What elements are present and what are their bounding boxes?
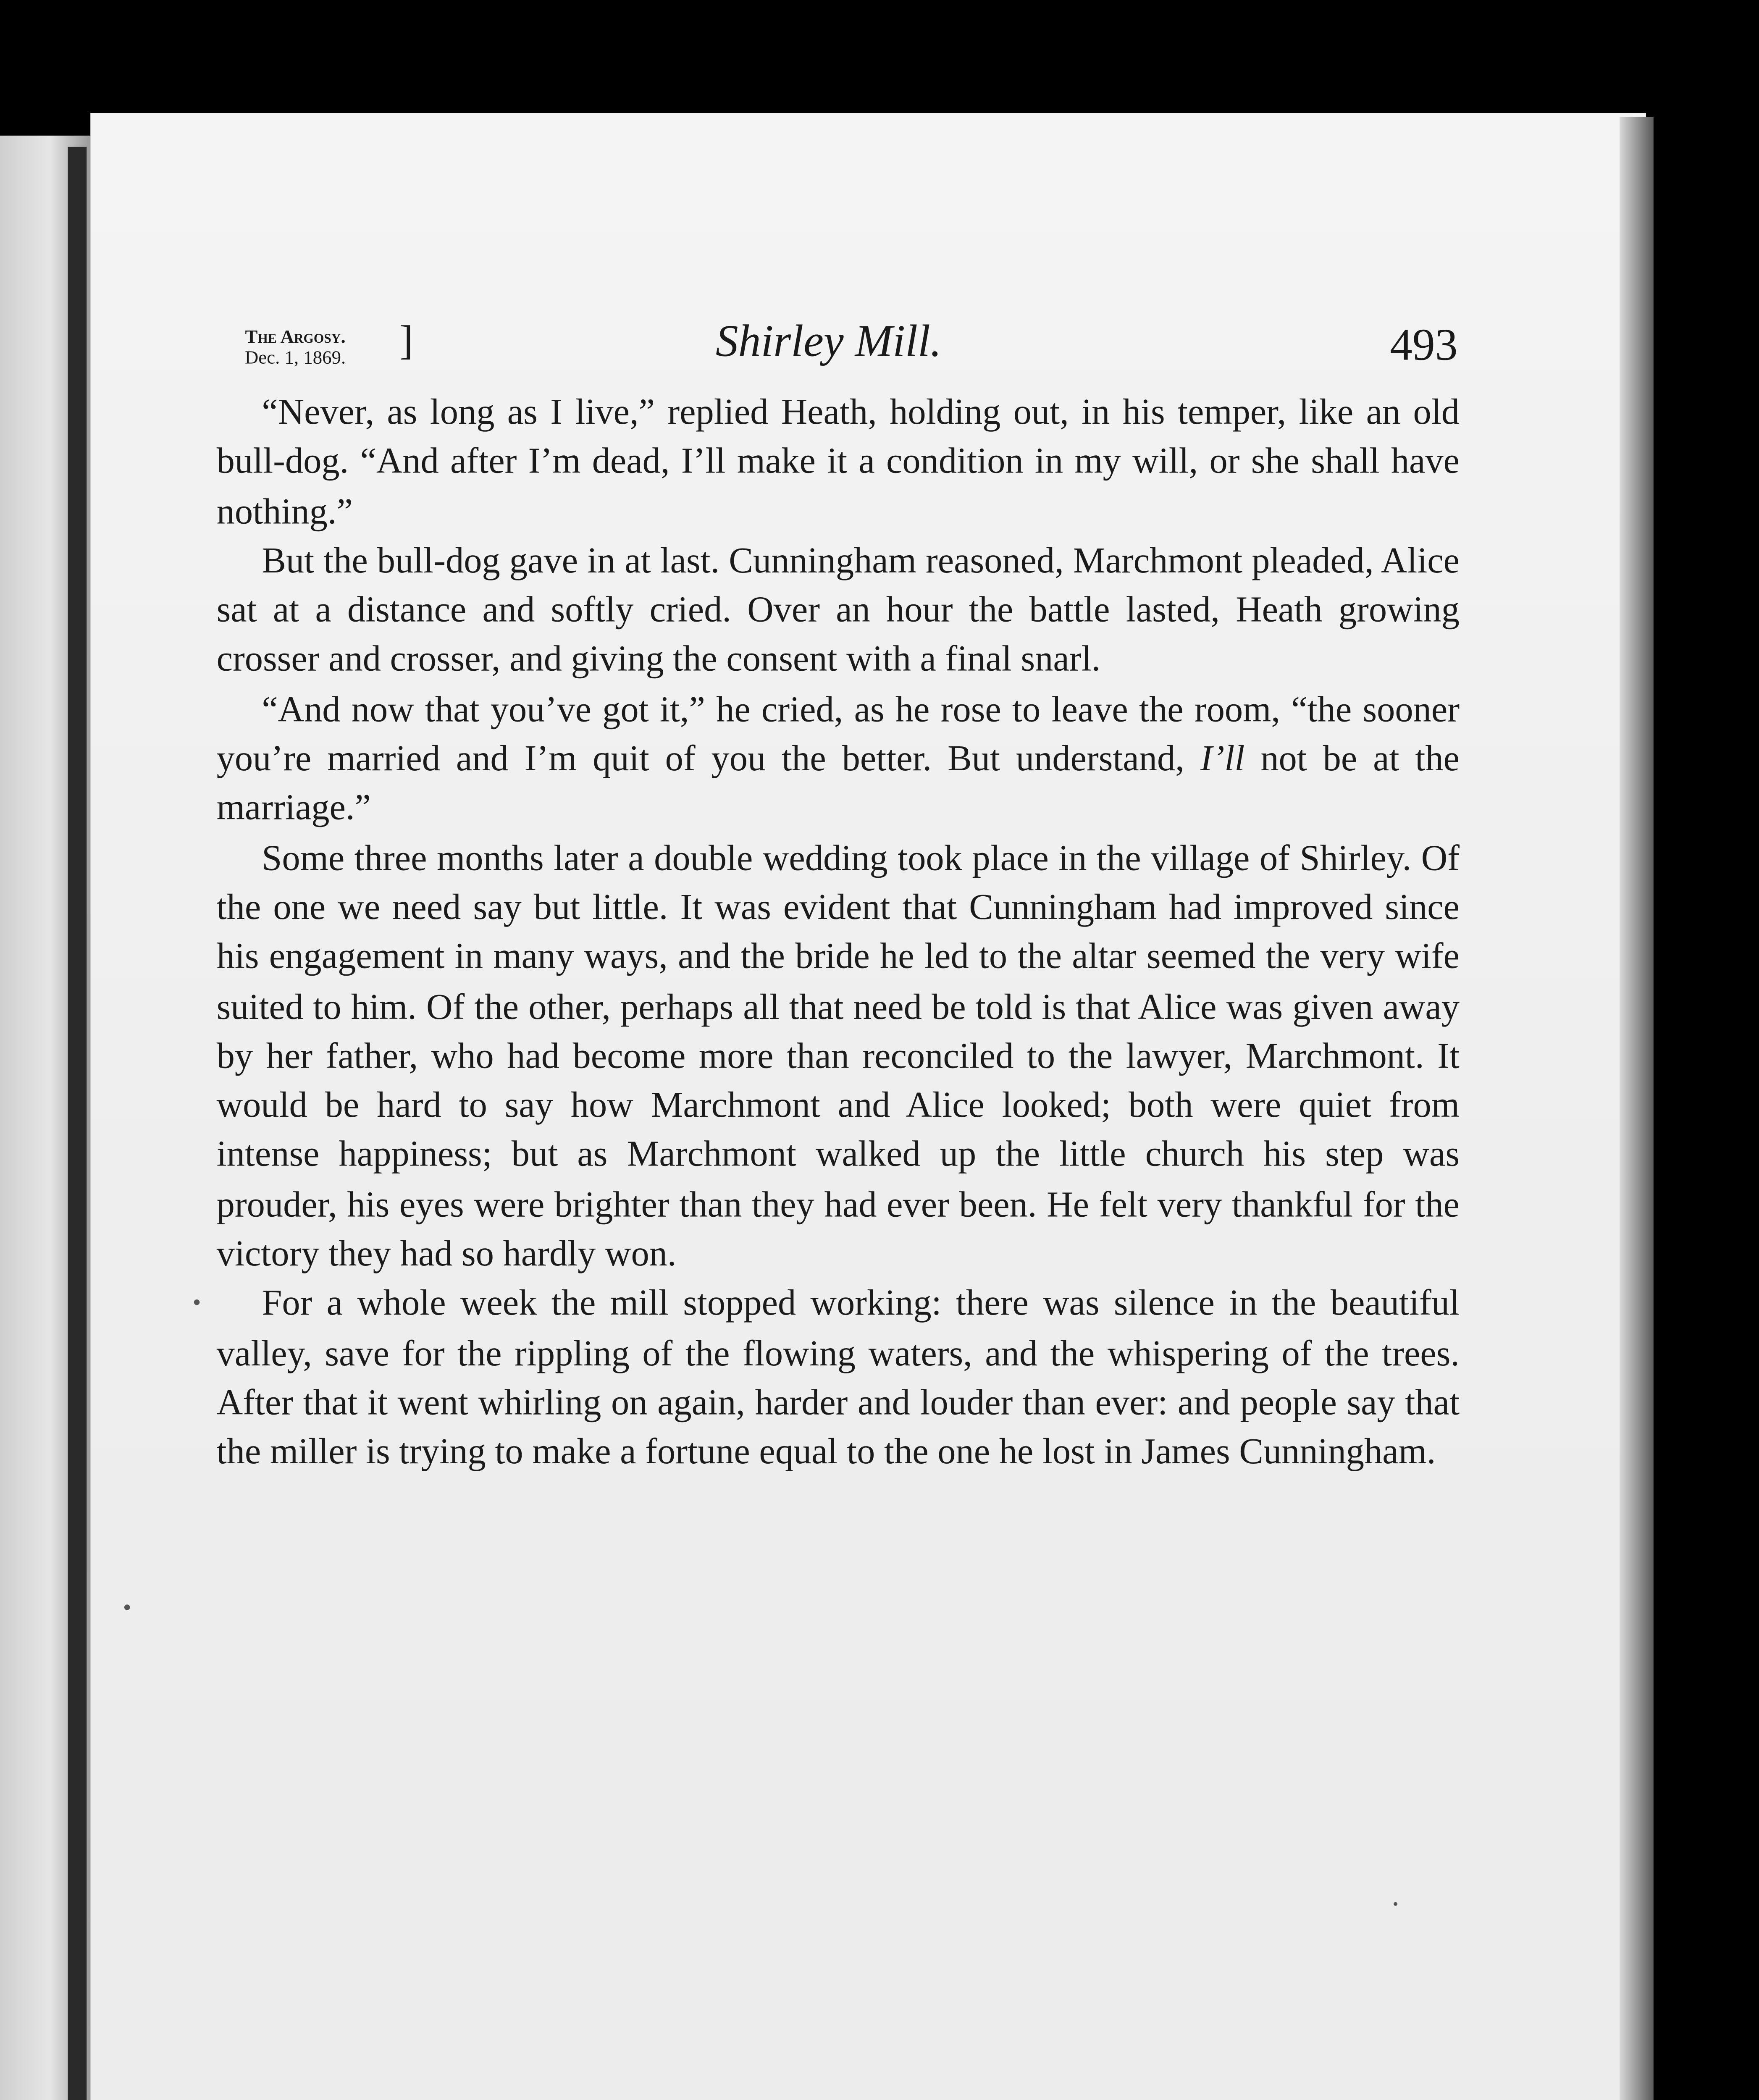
paragraph [217, 538, 1460, 687]
paragraph-text: But the bull-dog gave in at last. Cunningham reasoned, Marchmont pleaded, Alice sat at a distance and softly cried. Over an hour the battle lasted, Heath growing crosser and crosser, and giving the consent with a final snarl. [216, 542, 1460, 681]
running-title: Shirley Mill. [715, 318, 942, 368]
paragraph [217, 835, 1460, 1281]
page-edge-shadow [1620, 117, 1654, 2100]
header-bracket: ] [399, 316, 413, 364]
paragraph [217, 1281, 1460, 1480]
paragraph [217, 390, 1460, 538]
binding-gutter [68, 147, 87, 2100]
paragraph [217, 687, 1460, 836]
journal-citation [245, 328, 346, 369]
paragraph-text: Some three months later a double wedding took place in the village of Shirley. Of the one we need say but little. It was evident that Cunningham had improved since his engagement in many ways, and the bride he led to the altar seemed the very wife suited to him. Of the other, perhaps all that need be told is that Alice was given away by her father, who had become more than reconciled to the lawyer, Marchmont. It would be hard to say how Marchmont and Alice looked; both were quiet from intense happiness; but as Marchmont walked up the little church his step was prouder, his eyes were brighter than they had ever been. He felt very thankful for the victory they had so hardly won. [216, 839, 1460, 1275]
paragraph-text: “Never, as long as I live,” replied Heath, holding out, in his temper, like an old bull-dog. “And after I’m dead, I’ll make it a condition in my will, or she shall have nothing.” [216, 394, 1460, 533]
emphasis-text: I’ll [1200, 740, 1245, 780]
page-header [211, 316, 1461, 376]
body-text [217, 390, 1460, 1479]
ink-speck [1394, 1902, 1397, 1906]
journal-name: The Argosy. [245, 328, 346, 349]
page-number: 493 [1390, 322, 1458, 371]
paragraph-text: For a whole week the mill stopped working: there was silence in the beautiful valley, save for the rippling of the flowing waters, and the whispering of the trees. After that it went whirling on again, harder and louder than ever: and people say that the miller is trying to make a fortune equal to the one he lost in James Cunningham. [216, 1285, 1460, 1473]
ink-speck [194, 1299, 200, 1305]
paragraph-text: not be at the marriage.” [216, 740, 1460, 830]
ink-speck [124, 1604, 130, 1610]
journal-date: Dec. 1, 1869. [244, 348, 346, 369]
paragraph-text: “And now that you’ve got it,” he cried, as he rose to leave the room, “the sooner you’re married and I’m quit of you the better. But understand, [216, 690, 1460, 780]
